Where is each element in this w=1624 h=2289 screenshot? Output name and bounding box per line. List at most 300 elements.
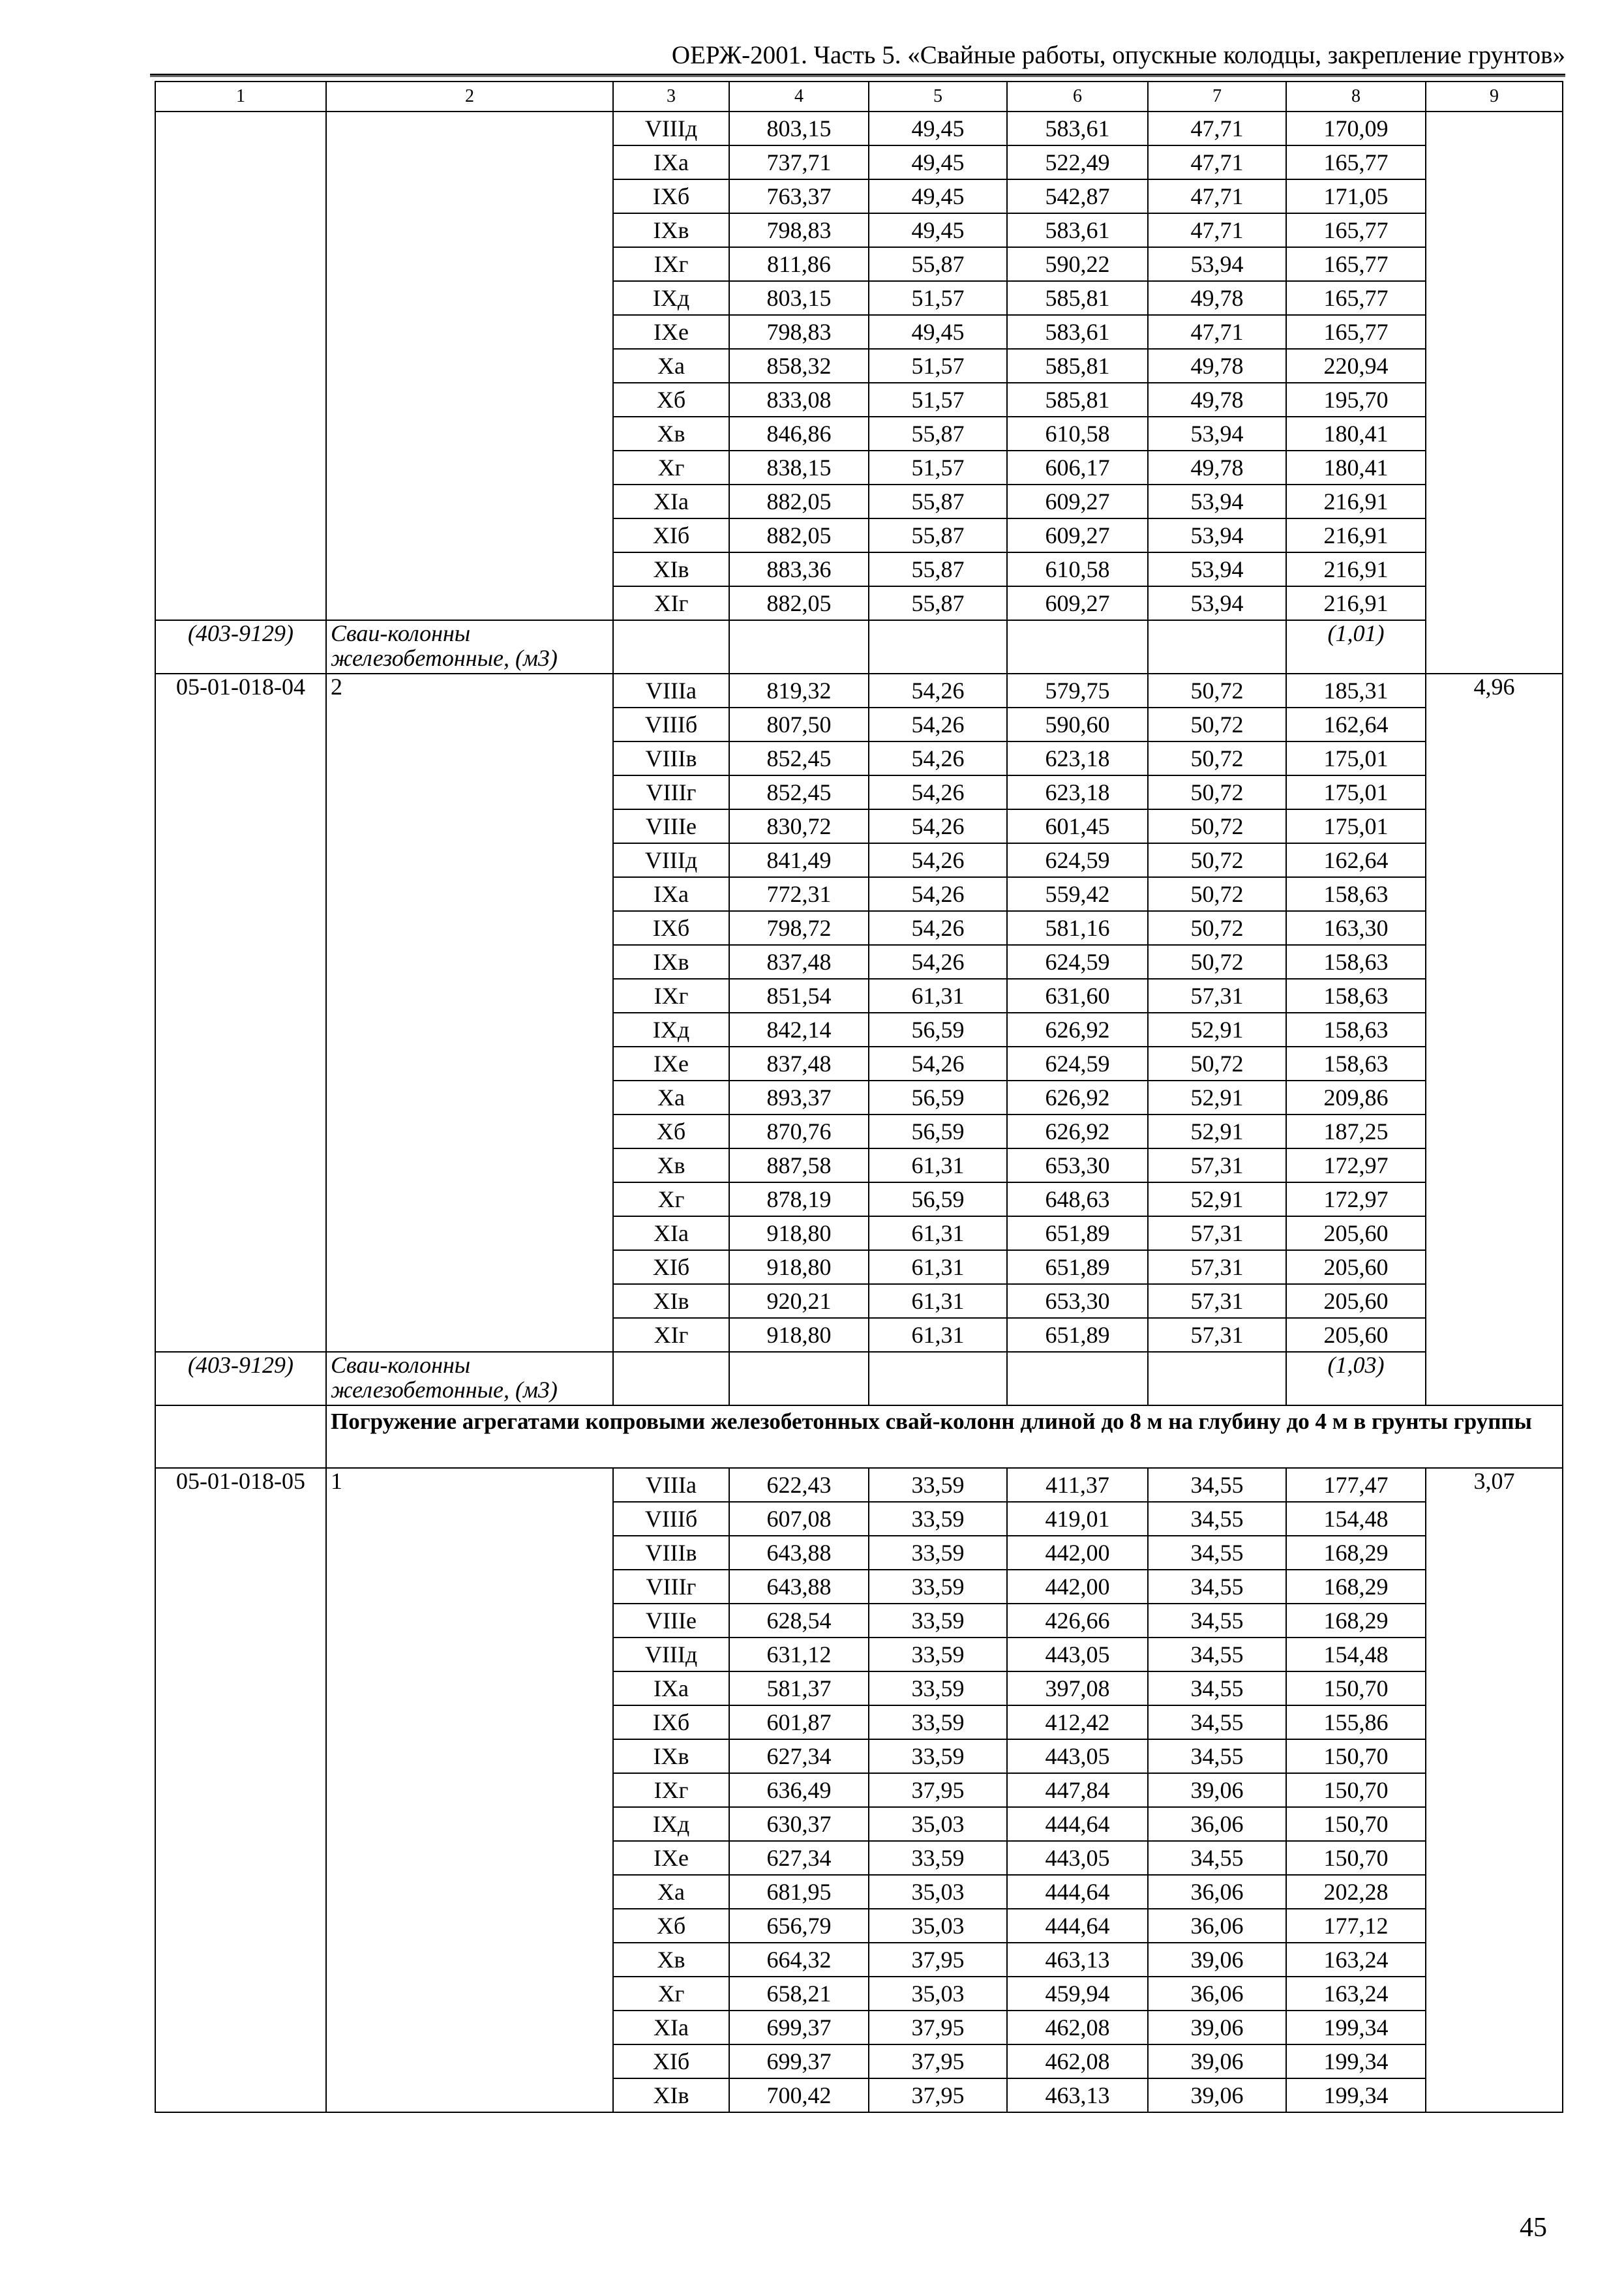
cost-value: 585,81 (1007, 383, 1148, 417)
cost-value: 33,59 (869, 1604, 1007, 1638)
soil-category: IXд (613, 281, 729, 315)
soil-category: VIIIв (613, 741, 729, 775)
column-number: 1 (155, 82, 326, 112)
cost-value: 34,55 (1148, 1604, 1286, 1638)
cost-value: 168,29 (1286, 1536, 1426, 1570)
cost-value: 643,88 (729, 1570, 869, 1604)
soil-category: IXа (613, 1671, 729, 1705)
cost-value: 918,80 (729, 1250, 869, 1284)
column-number-row (155, 82, 1563, 112)
cost-value: 158,63 (1286, 979, 1426, 1013)
cost-value: 52,91 (1148, 1182, 1286, 1216)
soil-category: Xб (613, 1115, 729, 1148)
cost-value: 33,59 (869, 1638, 1007, 1671)
page-header (150, 38, 1565, 76)
cost-value: 49,78 (1148, 383, 1286, 417)
soil-category: XIб (613, 1250, 729, 1284)
cost-value: 175,01 (1286, 775, 1426, 809)
cost-value: 858,32 (729, 349, 869, 383)
soil-category: Xв (613, 417, 729, 451)
cost-value: 52,91 (1148, 1081, 1286, 1115)
cost-value: 52,91 (1148, 1115, 1286, 1148)
cost-value: 643,88 (729, 1536, 869, 1570)
cost-value: 150,70 (1286, 1773, 1426, 1807)
cost-value: 772,31 (729, 877, 869, 911)
soil-category: IXб (613, 179, 729, 213)
soil-category: Xб (613, 1909, 729, 1943)
cost-value: 50,72 (1148, 1047, 1286, 1081)
cost-value: 397,08 (1007, 1671, 1148, 1705)
cost-value: 636,49 (729, 1773, 869, 1807)
cost-value: 882,05 (729, 485, 869, 518)
cost-value: 54,26 (869, 843, 1007, 877)
soil-category: Xг (613, 1977, 729, 2011)
cost-value: 34,55 (1148, 1671, 1286, 1705)
cost-value: 35,03 (869, 1977, 1007, 2011)
cost-value: 601,45 (1007, 809, 1148, 843)
cost-value: 53,94 (1148, 586, 1286, 620)
cost-value: 628,54 (729, 1604, 869, 1638)
cost-value: 811,86 (729, 247, 869, 281)
cost-value: 34,55 (1148, 1502, 1286, 1536)
cost-value: 920,21 (729, 1284, 869, 1318)
cost-value: 216,91 (1286, 586, 1426, 620)
cost-value: 50,72 (1148, 775, 1286, 809)
cost-value: 56,59 (869, 1182, 1007, 1216)
cost-value: 51,57 (869, 383, 1007, 417)
cost-value: 220,94 (1286, 349, 1426, 383)
cost-value: 165,77 (1286, 145, 1426, 179)
cost-value: 653,30 (1007, 1284, 1148, 1318)
cost-value: 39,06 (1148, 2011, 1286, 2044)
cost-value: 630,37 (729, 1807, 869, 1841)
cost-value: 444,64 (1007, 1909, 1148, 1943)
cost-value: 51,57 (869, 281, 1007, 315)
cost-value: 798,83 (729, 213, 869, 247)
soil-category: IXб (613, 911, 729, 945)
cost-value: 443,05 (1007, 1841, 1148, 1875)
cost-value: 34,55 (1148, 1536, 1286, 1570)
cost-value: 798,72 (729, 911, 869, 945)
cost-value: 700,42 (729, 2078, 869, 2112)
soil-category: Xа (613, 349, 729, 383)
cost-value: 846,86 (729, 417, 869, 451)
cost-value: 878,19 (729, 1182, 869, 1216)
cost-value: 57,31 (1148, 1318, 1286, 1352)
cost-value: 35,03 (869, 1875, 1007, 1909)
cost-value: 54,26 (869, 809, 1007, 843)
cost-value: 54,26 (869, 775, 1007, 809)
cost-value: 33,59 (869, 1671, 1007, 1705)
cost-value: 841,49 (729, 843, 869, 877)
cost-value: 150,70 (1286, 1671, 1426, 1705)
cost-value: 34,55 (1148, 1841, 1286, 1875)
empty-cell (155, 1405, 326, 1468)
cost-value: 622,43 (729, 1468, 869, 1502)
cost-value: 54,26 (869, 674, 1007, 708)
soil-category: IXе (613, 1047, 729, 1081)
cost-value: 49,45 (869, 315, 1007, 349)
soil-category: Xа (613, 1081, 729, 1115)
cost-value: 37,95 (869, 2078, 1007, 2112)
soil-category: XIг (613, 1318, 729, 1352)
cost-value: 61,31 (869, 1216, 1007, 1250)
cost-value: 50,72 (1148, 674, 1286, 708)
soil-category: IXд (613, 1807, 729, 1841)
cost-value: 50,72 (1148, 911, 1286, 945)
cost-value: 37,95 (869, 1773, 1007, 1807)
cost-value: 202,28 (1286, 1875, 1426, 1909)
cost-value: 216,91 (1286, 552, 1426, 586)
cost-value: 626,92 (1007, 1081, 1148, 1115)
cost-value: 57,31 (1148, 1250, 1286, 1284)
cost-value: 887,58 (729, 1148, 869, 1182)
cost-value: 170,09 (1286, 112, 1426, 145)
cost-value: 590,22 (1007, 247, 1148, 281)
cost-value: 37,95 (869, 2011, 1007, 2044)
soil-category: IXв (613, 213, 729, 247)
cost-value: 165,77 (1286, 281, 1426, 315)
soil-category: IXг (613, 247, 729, 281)
cost-value: 175,01 (1286, 741, 1426, 775)
cost-value: 609,27 (1007, 586, 1148, 620)
soil-category: IXб (613, 1705, 729, 1739)
cost-value: 168,29 (1286, 1570, 1426, 1604)
cost-value: 627,34 (729, 1739, 869, 1773)
cost-value: 609,27 (1007, 518, 1148, 552)
cost-value: 53,94 (1148, 485, 1286, 518)
cost-value: 50,72 (1148, 741, 1286, 775)
cost-value: 177,12 (1286, 1909, 1426, 1943)
cost-value: 57,31 (1148, 979, 1286, 1013)
cost-value: 56,59 (869, 1081, 1007, 1115)
cost-value: 33,59 (869, 1536, 1007, 1570)
cost-value: 199,34 (1286, 2044, 1426, 2078)
cost-value: 462,08 (1007, 2011, 1148, 2044)
soil-category: VIIIд (613, 112, 729, 145)
cost-value: 50,72 (1148, 708, 1286, 741)
cost-value: 681,95 (729, 1875, 869, 1909)
cost-value: 163,24 (1286, 1977, 1426, 2011)
cost-value: 49,78 (1148, 349, 1286, 383)
cost-value: 412,42 (1007, 1705, 1148, 1739)
cost-value: 851,54 (729, 979, 869, 1013)
cost-value: 163,30 (1286, 911, 1426, 945)
cost-value: 838,15 (729, 451, 869, 485)
cost-value: 837,48 (729, 945, 869, 979)
cost-value: 33,59 (869, 1841, 1007, 1875)
cost-value: 61,31 (869, 1250, 1007, 1284)
cost-value: 55,87 (869, 417, 1007, 451)
table-body (155, 82, 1563, 2112)
cost-value: 763,37 (729, 179, 869, 213)
cost-value: 39,06 (1148, 2044, 1286, 2078)
column-number: 4 (729, 82, 869, 112)
cost-value: 53,94 (1148, 417, 1286, 451)
cost-value: 522,49 (1007, 145, 1148, 179)
cost-value: 61,31 (869, 1284, 1007, 1318)
cost-value: 55,87 (869, 586, 1007, 620)
soil-category: Xа (613, 1875, 729, 1909)
labor-cost: 4,96 (1426, 674, 1563, 1405)
cost-value: 658,21 (729, 1977, 869, 2011)
soil-category: VIIIд (613, 843, 729, 877)
material-name: Сваи-колонны железобетонные, (м3) (326, 620, 613, 674)
cost-value: 55,87 (869, 485, 1007, 518)
cost-value: 33,59 (869, 1739, 1007, 1773)
cost-value: 49,45 (869, 179, 1007, 213)
cost-value: 53,94 (1148, 518, 1286, 552)
cost-value: 463,13 (1007, 1943, 1148, 1977)
cost-value: 559,42 (1007, 877, 1148, 911)
cost-value: 579,75 (1007, 674, 1148, 708)
cost-value: 154,48 (1286, 1638, 1426, 1671)
soil-category: VIIIе (613, 1604, 729, 1638)
cost-value: 158,63 (1286, 945, 1426, 979)
soil-category: Xв (613, 1943, 729, 1977)
soil-category: XIа (613, 485, 729, 518)
cost-value: 837,48 (729, 1047, 869, 1081)
cost-value: 656,79 (729, 1909, 869, 1943)
cost-value: 37,95 (869, 2044, 1007, 2078)
soil-category: VIIIе (613, 809, 729, 843)
cost-value: 49,78 (1148, 281, 1286, 315)
cost-value: 61,31 (869, 1318, 1007, 1352)
cost-value: 53,94 (1148, 247, 1286, 281)
cost-value: 51,57 (869, 349, 1007, 383)
cost-value: 177,47 (1286, 1468, 1426, 1502)
cost-value: 158,63 (1286, 877, 1426, 911)
cost-value: 651,89 (1007, 1216, 1148, 1250)
cost-value: 47,71 (1148, 315, 1286, 349)
cost-value: 798,83 (729, 315, 869, 349)
empty-cell (1148, 1352, 1286, 1405)
soil-category: XIг (613, 586, 729, 620)
cost-value: 918,80 (729, 1318, 869, 1352)
cost-value: 463,13 (1007, 2078, 1148, 2112)
soil-category: XIб (613, 518, 729, 552)
soil-category: XIв (613, 2078, 729, 2112)
empty-cell (1007, 1352, 1148, 1405)
soil-category: XIа (613, 2011, 729, 2044)
cost-value: 443,05 (1007, 1739, 1148, 1773)
labor-cost (1426, 112, 1563, 674)
cost-value: 870,76 (729, 1115, 869, 1148)
cost-value: 47,71 (1148, 145, 1286, 179)
cost-value: 624,59 (1007, 843, 1148, 877)
cost-value: 61,31 (869, 1148, 1007, 1182)
cost-value: 158,63 (1286, 1047, 1426, 1081)
cost-value: 56,59 (869, 1115, 1007, 1148)
soil-category: IXд (613, 1013, 729, 1047)
cost-value: 411,37 (1007, 1468, 1148, 1502)
material-code: (403-9129) (155, 1352, 326, 1405)
cost-value: 36,06 (1148, 1977, 1286, 2011)
cost-value: 601,87 (729, 1705, 869, 1739)
cost-value: 833,08 (729, 383, 869, 417)
cost-value: 664,32 (729, 1943, 869, 1977)
cost-value: 150,70 (1286, 1739, 1426, 1773)
cost-value: 883,36 (729, 552, 869, 586)
cost-value: 631,12 (729, 1638, 869, 1671)
cost-value: 36,06 (1148, 1807, 1286, 1841)
cost-value: 651,89 (1007, 1318, 1148, 1352)
cost-value: 180,41 (1286, 417, 1426, 451)
cost-value: 803,15 (729, 281, 869, 315)
cost-value: 581,16 (1007, 911, 1148, 945)
cost-value: 39,06 (1148, 2078, 1286, 2112)
cost-value: 61,31 (869, 979, 1007, 1013)
cost-value: 168,29 (1286, 1604, 1426, 1638)
cost-value: 171,05 (1286, 179, 1426, 213)
empty-cell (729, 1352, 869, 1405)
cost-value: 50,72 (1148, 877, 1286, 911)
cost-value: 35,03 (869, 1909, 1007, 1943)
cost-value: 195,70 (1286, 383, 1426, 417)
column-number: 6 (1007, 82, 1148, 112)
cost-value: 34,55 (1148, 1739, 1286, 1773)
soil-category: VIIIб (613, 708, 729, 741)
section-title: Погружение агрегатами копровыми железобетонных свай-колонн длиной до 8 м на глубину до 4 м в грунты группы (326, 1405, 1563, 1468)
cost-value: 699,37 (729, 2011, 869, 2044)
section-row (155, 1405, 1563, 1468)
soil-group (326, 112, 613, 620)
cost-value: 54,26 (869, 945, 1007, 979)
soil-category: VIIIа (613, 674, 729, 708)
cost-value: 585,81 (1007, 281, 1148, 315)
cost-value: 175,01 (1286, 809, 1426, 843)
cost-value: 651,89 (1007, 1250, 1148, 1284)
cost-value: 33,59 (869, 1502, 1007, 1536)
cost-value: 610,58 (1007, 552, 1148, 586)
cost-value: 50,72 (1148, 945, 1286, 979)
cost-value: 627,34 (729, 1841, 869, 1875)
cost-value: 55,87 (869, 552, 1007, 586)
cost-value: 852,45 (729, 775, 869, 809)
cost-value: 57,31 (1148, 1284, 1286, 1318)
cost-value: 49,78 (1148, 451, 1286, 485)
cost-value: 893,37 (729, 1081, 869, 1115)
table-row (155, 674, 1563, 708)
cost-value: 624,59 (1007, 945, 1148, 979)
cost-value: 626,92 (1007, 1115, 1148, 1148)
soil-category: Xг (613, 1182, 729, 1216)
cost-value: 49,45 (869, 145, 1007, 179)
soil-category: IXг (613, 979, 729, 1013)
cost-value: 610,58 (1007, 417, 1148, 451)
cost-value: 57,31 (1148, 1216, 1286, 1250)
cost-value: 205,60 (1286, 1318, 1426, 1352)
cost-value: 199,34 (1286, 2078, 1426, 2112)
soil-category: VIIIг (613, 1570, 729, 1604)
cost-value: 606,17 (1007, 451, 1148, 485)
soil-category: Xг (613, 451, 729, 485)
material-row (155, 620, 1563, 674)
cost-value: 426,66 (1007, 1604, 1148, 1638)
column-number: 9 (1426, 82, 1563, 112)
cost-value: 882,05 (729, 586, 869, 620)
cost-value: 609,27 (1007, 485, 1148, 518)
rate-code (155, 112, 326, 620)
soil-category: VIIIг (613, 775, 729, 809)
cost-value: 162,64 (1286, 843, 1426, 877)
cost-value: 57,31 (1148, 1148, 1286, 1182)
cost-value: 37,95 (869, 1943, 1007, 1977)
cost-value: 583,61 (1007, 213, 1148, 247)
cost-value: 205,60 (1286, 1250, 1426, 1284)
empty-cell (869, 1352, 1007, 1405)
cost-value: 180,41 (1286, 451, 1426, 485)
cost-value: 737,71 (729, 145, 869, 179)
cost-value: 50,72 (1148, 843, 1286, 877)
cost-value: 34,55 (1148, 1638, 1286, 1671)
soil-category: VIIIв (613, 1536, 729, 1570)
column-number: 8 (1286, 82, 1426, 112)
material-code: (403-9129) (155, 620, 326, 674)
cost-value: 623,18 (1007, 741, 1148, 775)
soil-category: VIIIа (613, 1468, 729, 1502)
cost-value: 205,60 (1286, 1284, 1426, 1318)
cost-value: 54,26 (869, 741, 1007, 775)
labor-cost: 3,07 (1426, 1468, 1563, 2112)
cost-value: 49,45 (869, 112, 1007, 145)
cost-value: 33,59 (869, 1570, 1007, 1604)
table-row (155, 1468, 1563, 1502)
cost-value: 583,61 (1007, 112, 1148, 145)
cost-value: 819,32 (729, 674, 869, 708)
cost-value: 216,91 (1286, 518, 1426, 552)
cost-value: 607,08 (729, 1502, 869, 1536)
cost-value: 803,15 (729, 112, 869, 145)
soil-category: VIIIд (613, 1638, 729, 1671)
cost-value: 34,55 (1148, 1705, 1286, 1739)
column-number: 5 (869, 82, 1007, 112)
cost-value: 165,77 (1286, 247, 1426, 281)
cost-value: 842,14 (729, 1013, 869, 1047)
cost-value: 172,97 (1286, 1182, 1426, 1216)
cost-value: 199,34 (1286, 2011, 1426, 2044)
cost-value: 34,55 (1148, 1468, 1286, 1502)
cost-value: 39,06 (1148, 1943, 1286, 1977)
cost-value: 54,26 (869, 911, 1007, 945)
soil-category: Xб (613, 383, 729, 417)
soil-category: IXа (613, 877, 729, 911)
cost-value: 187,25 (1286, 1115, 1426, 1148)
cost-value: 209,86 (1286, 1081, 1426, 1115)
cost-value: 55,87 (869, 518, 1007, 552)
cost-value: 150,70 (1286, 1807, 1426, 1841)
cost-value: 36,06 (1148, 1875, 1286, 1909)
cost-value: 54,26 (869, 1047, 1007, 1081)
soil-group: 2 (326, 674, 613, 1352)
cost-value: 34,55 (1148, 1570, 1286, 1604)
cost-value: 53,94 (1148, 552, 1286, 586)
cost-value: 830,72 (729, 809, 869, 843)
cost-value: 459,94 (1007, 1977, 1148, 2011)
cost-value: 36,06 (1148, 1909, 1286, 1943)
cost-value: 163,24 (1286, 1943, 1426, 1977)
empty-cell (729, 620, 869, 674)
cost-value: 444,64 (1007, 1875, 1148, 1909)
cost-value: 852,45 (729, 741, 869, 775)
material-row (155, 1352, 1563, 1405)
rate-code: 05-01-018-05 (155, 1468, 326, 2112)
soil-category: IXв (613, 945, 729, 979)
cost-value: 35,03 (869, 1807, 1007, 1841)
column-number: 7 (1148, 82, 1286, 112)
soil-category: XIб (613, 2044, 729, 2078)
cost-value: 462,08 (1007, 2044, 1148, 2078)
